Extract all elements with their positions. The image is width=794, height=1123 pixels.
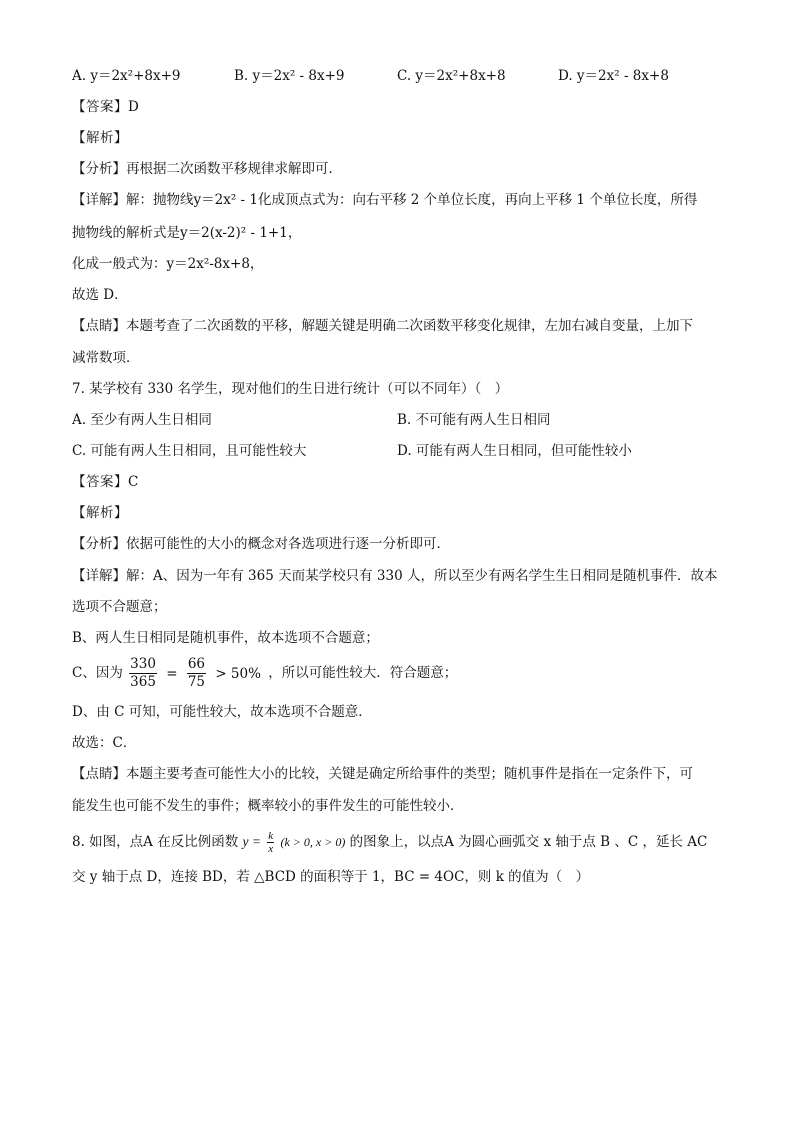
q6-option-c: C. y＝2x²+8x+8 [397,68,506,84]
q7-c-suffix: ，所以可能性较大．符合题意； [268,665,458,681]
q7-solution-line-4 [72,654,457,693]
q6-select: 故选 D． [72,287,128,303]
q8-stem-line-1 [72,824,707,860]
equals-sign: = [166,665,178,682]
fraction-numerator: 66 [187,656,206,672]
q7-option-b: B. 不可能有两人生日相同 [397,412,551,428]
q8-condition: (k > 0, x > 0) [280,835,346,849]
q7-option-a: A. 至少有两人生日相同 [72,412,212,428]
q8-stem-suffix: 的图象上，以点A 为圆心画弧交 x 轴于点 B 、C ，延长 AC [349,834,708,850]
q6-option-d: D. y＝2x² - 8x+8 [558,68,669,84]
q6-solution-line-3: 化成一般式为：y＝2x²-8x+8， [72,256,264,272]
q6-solution-line-2: 抛物线的解析式是y＝2(x-2)² - 1+1， [72,225,302,241]
fraction-330-365 [129,656,157,691]
q6-comment-line-1: 【点睛】本题考查了二次函数的平移，解题关键是明确二次函数平移变化规律，左加右减自变量，上加下 [72,318,693,334]
q7-c-prefix: C、因为 [72,665,123,681]
fraction-denominator: x [268,843,274,855]
q7-analysis-title: 【解析】 [72,505,128,521]
fraction-66-75 [187,656,206,691]
q7-comment-line-2: 能发生也可能不发生的事件；概率较小的事件发生的可能性较小． [72,798,464,814]
q6-option-b: B. y＝2x² - 8x+9 [234,68,345,84]
q7-comment-line-1: 【点睛】本题主要考查可能性大小的比较，关键是确定所给事件的类型；随机事件是指在一定条件下，可 [72,766,693,782]
q7-analysis: 【分析】依据可能性的大小的概念对各选项进行逐一分析即可． [72,536,450,552]
q6-comment-line-2: 减常数项． [72,350,140,366]
fraction-denominator: 75 [187,674,206,690]
q7-option-c: C. 可能有两人生日相同，且可能性较大 [72,443,307,459]
fraction-k-over-x [267,830,274,855]
q6-analysis: 【分析】再根据二次函数平移规律求解即可． [72,161,342,177]
q8-stem-prefix: 8. 如图，点A 在反比例函数 [72,834,239,850]
q7-solution-line-3: B、两人生日相同是随机事件，故本选项不合题意； [72,630,379,646]
fraction-denominator: 365 [130,674,156,690]
q8-function-y: y = [242,834,261,849]
q7-answer: 【答案】C [72,474,139,490]
greater-than-percent: > 50% [215,665,261,682]
q6-option-a: A. y＝2x²+8x+9 [72,68,181,84]
q6-answer: 【答案】D [72,99,140,115]
q7-solution-line-5: D、由 C 可知，可能性较大，故本选项不合题意． [72,704,372,720]
fraction-numerator: 330 [130,656,156,672]
q7-select: 故选：C． [72,735,137,751]
q7-option-d: D. 可能有两人生日相同，但可能性较小 [397,443,632,459]
q8-stem-line-2: 交 y 轴于点 D，连接 BD，若 △BCD 的面积等于 1，BC = 4OC，则 k 的值为（ ） [72,869,590,885]
q7-solution-line-2: 选项不合题意； [72,599,167,615]
fraction-numerator: k [268,830,274,842]
q7-solution-line-1: 【详解】解：A、因为一年有 365 天而某学校只有 330 人，所以至少有两名学生生日相同是随机事件．故本 [72,568,718,584]
q6-solution-line-1: 【详解】解：抛物线y＝2x² - 1化成顶点式为：向右平移 2 个单位长度，再向上平移 1 个单位长度，所得 [72,192,698,208]
q6-analysis-title: 【解析】 [72,130,128,146]
q7-stem: 7. 某学校有 330 名学生，现对他们的生日进行统计（可以不同年）（ ） [72,381,509,397]
